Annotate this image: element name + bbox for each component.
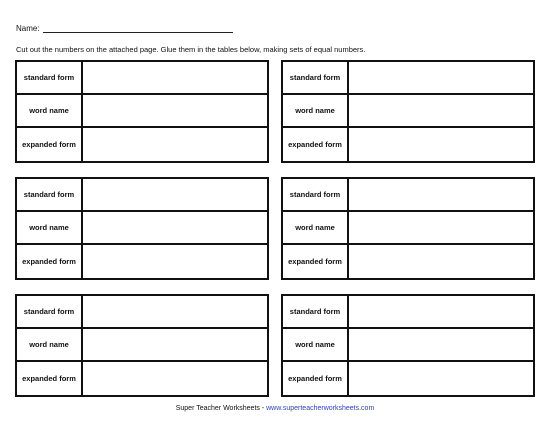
answer-cell[interactable] (349, 179, 533, 210)
table-row (283, 62, 533, 95)
answer-cell[interactable] (349, 212, 533, 243)
row-label: standard form (17, 179, 83, 210)
instructions: Cut out the numbers on the attached page. Glue them in the tables below, making sets of equal numbers. (16, 45, 366, 54)
table-row (283, 362, 533, 395)
answer-cell[interactable] (83, 128, 267, 161)
row-label: standard form (17, 296, 83, 327)
row-label: expanded form (283, 362, 349, 395)
row-label: standard form (17, 62, 83, 93)
row-label: expanded form (283, 128, 349, 161)
table-row (17, 212, 267, 245)
answer-cell[interactable] (349, 62, 533, 93)
footer-brand: Super Teacher Worksheets - (175, 405, 267, 412)
table-row (283, 329, 533, 362)
table-row (283, 245, 533, 278)
table-row (17, 362, 267, 395)
table-row (283, 296, 533, 329)
table-row (283, 212, 533, 245)
answer-cell[interactable] (349, 95, 533, 126)
answer-cell[interactable] (83, 245, 267, 278)
row-label: word name (17, 212, 83, 243)
name-field[interactable] (43, 24, 233, 33)
row-label: expanded form (17, 128, 83, 161)
table-row (283, 179, 533, 212)
name-line (16, 24, 233, 33)
answer-cell[interactable] (349, 329, 533, 360)
answer-cell[interactable] (83, 212, 267, 243)
name-label: Name: (16, 24, 40, 33)
row-label: standard form (283, 62, 349, 93)
row-label: word name (283, 212, 349, 243)
table-row (283, 128, 533, 161)
answer-cell[interactable] (83, 329, 267, 360)
number-table (281, 177, 535, 280)
number-table (281, 294, 535, 397)
number-table (15, 177, 269, 280)
footer (0, 405, 550, 412)
table-row (17, 95, 267, 128)
answer-cell[interactable] (349, 296, 533, 327)
table-row (283, 95, 533, 128)
row-label: word name (17, 95, 83, 126)
table-row (17, 179, 267, 212)
number-table (15, 60, 269, 163)
answer-cell[interactable] (83, 62, 267, 93)
tables-grid (15, 60, 535, 397)
number-table (15, 294, 269, 397)
table-row (17, 245, 267, 278)
row-label: word name (283, 329, 349, 360)
row-label: word name (283, 95, 349, 126)
table-row (17, 296, 267, 329)
number-table (281, 60, 535, 163)
row-label: standard form (283, 179, 349, 210)
row-label: expanded form (283, 245, 349, 278)
table-row (17, 62, 267, 95)
answer-cell[interactable] (83, 296, 267, 327)
row-label: word name (17, 329, 83, 360)
table-row (17, 128, 267, 161)
table-row (17, 329, 267, 362)
row-label: expanded form (17, 245, 83, 278)
answer-cell[interactable] (349, 362, 533, 395)
footer-url-link[interactable]: www.superteacherworksheets.com (266, 405, 375, 412)
row-label: standard form (283, 296, 349, 327)
row-label: expanded form (17, 362, 83, 395)
answer-cell[interactable] (83, 179, 267, 210)
answer-cell[interactable] (349, 128, 533, 161)
answer-cell[interactable] (349, 245, 533, 278)
answer-cell[interactable] (83, 362, 267, 395)
answer-cell[interactable] (83, 95, 267, 126)
